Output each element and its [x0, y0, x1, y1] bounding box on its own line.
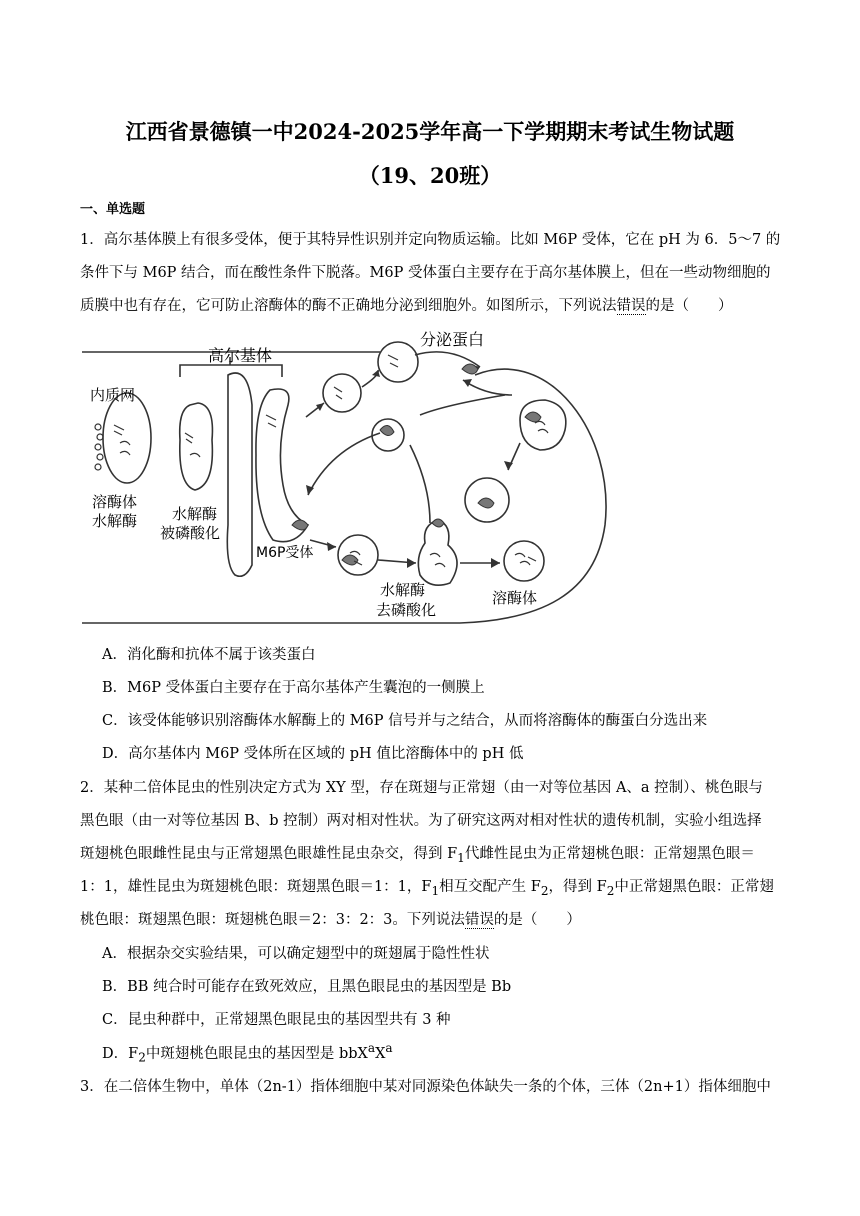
q2-line-4: 1：1，雄性昆虫为斑翅桃色眼：斑翅黑色眼＝1：1，$F_1$相互交配产生 $F_2$，得到 $F_2$中正常翅黑色眼：正常翅: [80, 879, 774, 898]
label-phosphorylated-2: 被磷酸化: [160, 524, 221, 542]
label-golgi: 高尔基体: [208, 346, 273, 365]
q3-line-1: 3．在二倍体生物中，单体（2n-1）指体细胞中某对同源染色体缺失一条的个体，三体（2n+1）指体细胞中: [80, 1079, 771, 1095]
label-dephos-2: 去磷酸化: [376, 601, 437, 619]
label-m6p-receptor: M6P受体: [256, 545, 314, 561]
emphasis-mark: 错误: [464, 912, 494, 928]
label-phosphorylated-1: 水解酶: [172, 505, 218, 523]
q1-option-d: D．高尔基体内 M6P 受体所在区域的 pH 值比溶酶体中的 pH 低: [102, 746, 524, 762]
q2-line-5: 桃色眼：斑翅黑色眼：斑翅桃色眼＝2：3：2：3。下列说法错误的是（ ）: [80, 912, 581, 928]
q2-line-1: 2．某种二倍体昆虫的性别决定方式为 XY 型，存在斑翅与正常翅（由一对等位基因 A、a 控制）、桃色眼与: [80, 780, 763, 796]
label-dephos-1: 水解酶: [380, 581, 426, 599]
q2-line-2: 黑色眼（由一对等位基因 B、b 控制）两对相对性状。为了研究这两对相对性状的遗传机制，实验小组选择: [80, 813, 762, 829]
q1-option-a: A．消化酶和抗体不属于该类蛋白: [102, 647, 316, 663]
q2-option-b: B．BB 纯合时可能存在致死效应，且黑色眼昆虫的基因型是 Bb: [102, 979, 512, 995]
doc-title: 江西省景德镇一中2024-2025学年高一下学期期末考试生物试题: [125, 119, 735, 144]
q1-line-2: 条件下与 M6P 结合，而在酸性条件下脱落。M6P 受体蛋白主要存在于高尔基体膜上，但在一些动物细胞的: [80, 265, 771, 281]
label-secretory-protein: 分泌蛋白: [420, 330, 485, 349]
label-lyso-hydrolase-2: 水解酶: [92, 512, 138, 530]
section-heading: 一、单选题: [80, 202, 146, 217]
q1-option-c: C．该受体能够识别溶酶体水解酶上的 M6P 信号并与之结合，从而将溶酶体的酶蛋白分选出来: [102, 713, 708, 729]
q2-option-a: A．根据杂交实验结果，可以确定翅型中的斑翅属于隐性性状: [102, 946, 490, 962]
q2-line-3: 斑翅桃色眼雌性昆虫与正常翅黑色眼雄性昆虫杂交，得到 $F_1$代雌性昆虫为正常翅桃色眼：正常翅黑色眼＝: [80, 846, 755, 865]
label-lysosome: 溶酶体: [492, 589, 538, 607]
q1-line-1: 1．高尔基体膜上有很多受体，便于其特异性识别并定向物质运输。比如 M6P 受体，它在 pH 为 6．5～7 的: [80, 232, 781, 248]
q2-option-d: D．$F_2$中斑翅桃色眼昆虫的基因型是 $bbX^aX^a$: [102, 1041, 393, 1065]
emphasis-mark: 错误: [616, 298, 646, 314]
doc-subtitle: （19、20班）: [358, 163, 502, 188]
label-er: 内质网: [90, 386, 136, 404]
golgi-diagram: [80, 325, 620, 630]
q1-option-b: B．M6P 受体蛋白主要存在于高尔基体产生囊泡的一侧膜上: [102, 680, 485, 696]
q1-line-3: 质膜中也有存在，它可防止溶酶体的酶不正确地分泌到细胞外。如图所示，下列说法错误的是（ ）: [80, 298, 733, 314]
label-lyso-hydrolase-1: 溶酶体: [92, 493, 138, 511]
q2-option-c: C．昆虫种群中，正常翅黑色眼昆虫的基因型共有 3 种: [102, 1012, 451, 1028]
